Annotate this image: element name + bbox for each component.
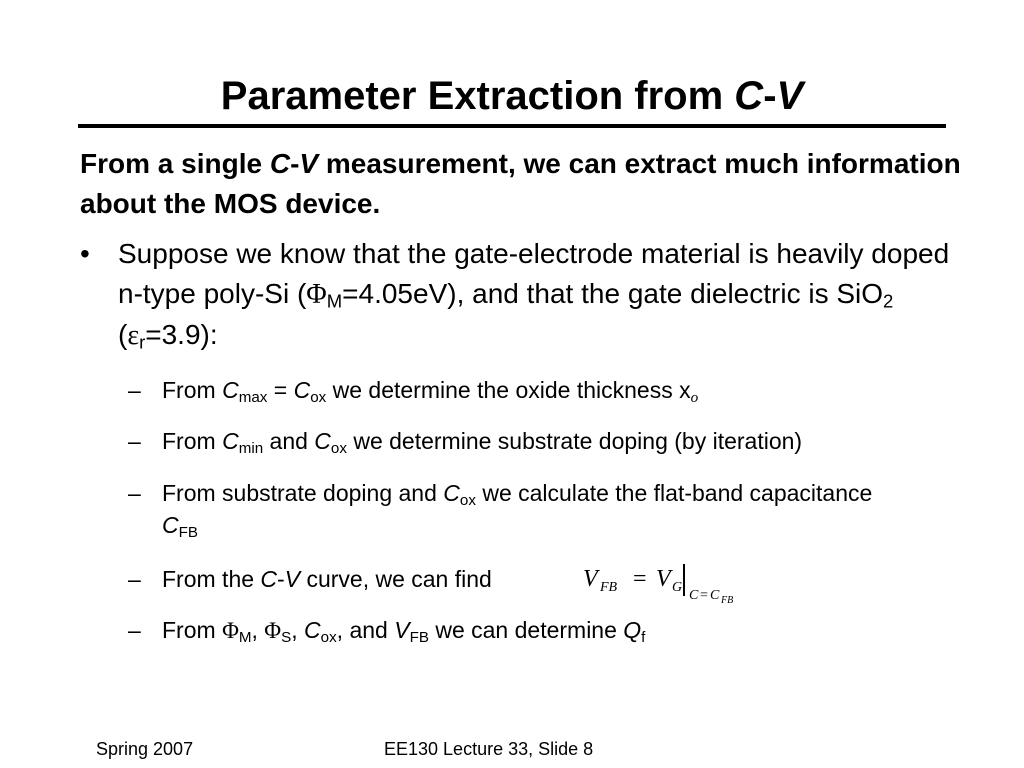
intro-v: V: [299, 148, 319, 179]
eq-lhs-v: V: [583, 566, 598, 592]
sub1-c2: C: [293, 377, 311, 403]
intro-part2: measurement, we can extract much information about the MOS device.: [80, 148, 961, 219]
main-bullet: [80, 234, 970, 356]
sub3-c2: C: [162, 512, 179, 538]
sub1-part3: we determine the oxide thickness x: [326, 377, 691, 403]
bullet-part4: =3.9):: [145, 319, 218, 350]
eq-cond-c2: C: [710, 588, 720, 603]
sub2-c2-sub: ox: [330, 439, 347, 457]
sub5-c: C: [304, 617, 321, 643]
sub1-part2: =: [267, 377, 294, 403]
sub5-part3: we can determine: [428, 617, 624, 643]
sub4-c: C: [260, 566, 278, 592]
main-bullet-text: [118, 234, 970, 356]
eq-cond-equals: =: [700, 588, 708, 603]
epsilon-subscript: r: [139, 331, 146, 353]
intro-part1: From a single: [80, 148, 270, 179]
title-underline: [78, 124, 946, 128]
sub2-part3: we determine substrate doping (by iteration): [346, 428, 803, 454]
title-c: C: [734, 74, 764, 118]
eq-rhs-sub: G: [672, 580, 683, 595]
sub5-phi-s: Φ: [264, 618, 282, 643]
sub5-q: Q: [623, 617, 642, 643]
sub3-part2: we calculate the flat-band capacitance: [475, 480, 873, 506]
eq-cond-c: C: [689, 588, 699, 603]
sub1-c1: C: [222, 377, 239, 403]
sub-dash: –: [128, 617, 141, 643]
sub3-c1-sub: ox: [459, 491, 476, 509]
title-dash: -: [763, 74, 777, 118]
eq-cond-sub: FB: [721, 595, 734, 606]
sub5-c-sub: ox: [320, 628, 337, 646]
title-v: V: [776, 74, 804, 118]
sub4-part1: From the: [162, 566, 261, 592]
sub-item-5: [128, 614, 988, 647]
sub2-c2: C: [314, 428, 331, 454]
intro-c: C: [269, 148, 291, 179]
eq-evaluation-bar: [683, 564, 685, 596]
sub-item-2: [128, 425, 988, 457]
sub5-sep2: ,: [291, 617, 305, 643]
title-text: Parameter Extraction from: [220, 74, 735, 118]
epsilon-symbol: ε: [127, 320, 140, 351]
sub4-part2: curve, we can find: [300, 566, 492, 592]
bullet-part1: Suppose we know that the gate-electrode material is heavily doped n-type poly-Si (: [118, 238, 950, 309]
sub5-part2: , and: [336, 617, 395, 643]
sub5-part1: From: [162, 617, 223, 643]
sub1-x-sub: o: [690, 388, 699, 406]
flat-band-equation: [583, 562, 773, 606]
sub2-c1-sub: min: [238, 439, 264, 457]
sub5-q-sub: f: [641, 628, 646, 646]
sub1-c2-sub: ox: [310, 388, 327, 406]
sub5-v: V: [394, 617, 410, 643]
sub2-part2: and: [263, 428, 315, 454]
phi-subscript: M: [326, 290, 343, 312]
footer-slide-info: EE130 Lecture 33, Slide 8: [384, 739, 594, 759]
phi-symbol: Φ: [306, 279, 327, 310]
eq-rhs-v: V: [656, 566, 671, 592]
bullet-part2: =4.05eV), and that the gate dielectric is SiO: [342, 278, 884, 309]
sub5-phi-m: Φ: [222, 618, 239, 643]
sub-dash: –: [128, 377, 141, 403]
sub5-phi-m-sub: M: [238, 628, 252, 646]
intro-dash: -: [290, 148, 300, 179]
sub5-sep1: ,: [251, 617, 265, 643]
sub-item-1: [128, 374, 988, 406]
intro-text: [80, 144, 980, 224]
slide-title: [0, 68, 1024, 124]
bullet-part3: (: [118, 319, 128, 350]
sub2-c1: C: [222, 428, 239, 454]
sub3-c1: C: [443, 480, 460, 506]
bullet-marker: •: [80, 238, 90, 269]
sub-dash: –: [128, 428, 141, 454]
sub-item-3: [128, 477, 988, 541]
sub1-c1-sub: max: [238, 388, 268, 406]
footer-date: Spring 2007: [96, 739, 194, 759]
sub-dash: –: [128, 566, 141, 592]
sub4-dash: -: [277, 566, 285, 592]
sub-dash: –: [128, 480, 141, 506]
sub3-part1: From substrate doping and: [162, 480, 444, 506]
sub3-c2-sub: FB: [178, 523, 199, 541]
sub4-v: V: [284, 566, 301, 592]
eq-lhs-sub: FB: [600, 580, 618, 595]
sub-item-4: [128, 563, 988, 595]
sub5-v-sub: FB: [409, 628, 429, 646]
sio2-subscript: 2: [883, 290, 894, 312]
eq-equals: =: [633, 566, 647, 592]
sub1-part1: From: [162, 377, 223, 403]
sub5-phi-s-sub: S: [281, 628, 292, 646]
sub2-part1: From: [162, 428, 223, 454]
